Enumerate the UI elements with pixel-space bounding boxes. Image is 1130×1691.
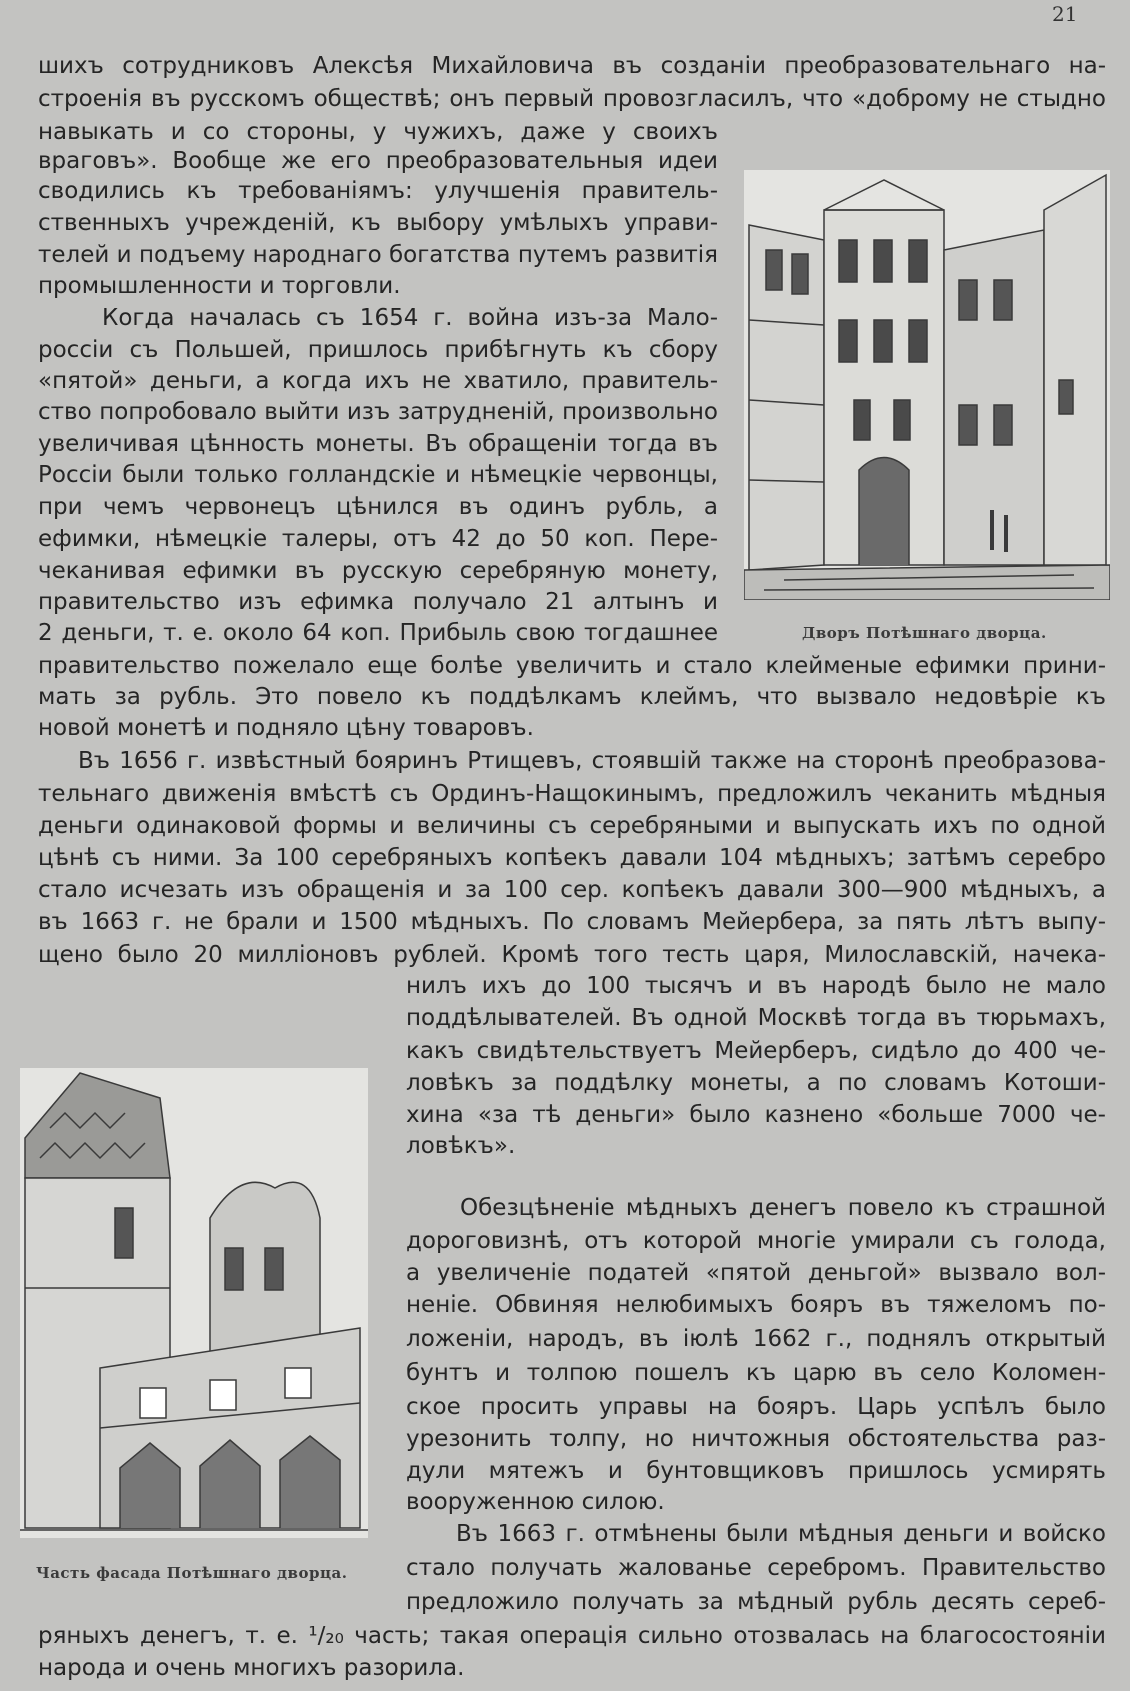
text-line: новой монетѣ и подняло цѣну товаровъ. xyxy=(38,715,534,741)
text-line: стало исчезать изъ обращенія и за 100 сер. копѣекъ давали 300—900 мѣдныхъ, а xyxy=(38,877,1106,903)
text-line: Въ 1656 г. извѣстный бояринъ Ртищевъ, стоявшій также на сторонѣ преобразова- xyxy=(78,748,1106,774)
text-line: ское просить управы на бояръ. Царь успѣлъ было xyxy=(406,1394,1106,1420)
text-line: ряныхъ денегъ, т. е. ¹/₂₀ часть; такая операція сильно отозвалась на благосостояніи xyxy=(38,1623,1106,1649)
text-line: правительство изъ ефимка получало 21 алтынъ и xyxy=(38,589,718,615)
text-line: поддѣлывателей. Въ одной Москвѣ тогда въ тюрьмахъ, xyxy=(406,1005,1106,1031)
text-line: народа и очень многихъ разорила. xyxy=(38,1655,465,1681)
text-line: Россіи были только голландскіе и нѣмецкіе червонцы, xyxy=(38,462,718,488)
text-line: цѣнѣ съ ними. За 100 серебряныхъ копѣекъ давали 104 мѣдныхъ; затѣмъ серебро xyxy=(38,845,1106,871)
text-line: Въ 1663 г. отмѣнены были мѣдныя деньги и войско xyxy=(456,1521,1106,1547)
text-line: деньги одинаковой формы и величины съ серебряными и выпускать ихъ по одной xyxy=(38,813,1106,839)
text-line: враговъ». Вообще же его преобразовательныя идеи xyxy=(38,148,718,174)
text-line: въ 1663 г. не брали и 1500 мѣдныхъ. По словамъ Мейербера, за пять лѣтъ выпу- xyxy=(38,909,1106,935)
text-line: правительство пожелало еще болѣе увеличить и стало клейменые ефимки прини- xyxy=(38,653,1106,679)
facade-caption: Часть фасада Потѣшнаго дворца. xyxy=(36,1564,348,1582)
text-line: хина «за тѣ деньги» было казнено «больше 7000 че- xyxy=(406,1102,1106,1128)
courtyard-illustration xyxy=(744,170,1110,600)
text-line: ложеніи, народъ, въ іюлѣ 1662 г., поднялъ открытый xyxy=(406,1326,1106,1352)
text-line: дули мятежъ и бунтовщиковъ пришлось усмирять xyxy=(406,1458,1106,1484)
text-line: промышленности и торговли. xyxy=(38,273,401,299)
text-line: сводились къ требованіямъ: улучшенія правитель- xyxy=(38,178,718,204)
text-line: телей и подъему народнаго богатства путемъ развитія xyxy=(38,242,718,268)
text-line: щено было 20 милліоновъ рублей. Кромѣ того тесть царя, Милославскій, начека- xyxy=(38,942,1106,968)
text-line: мать за рубль. Это повело къ поддѣлкамъ клеймъ, что вызвало недовѣріе къ xyxy=(38,684,1106,710)
facade-illustration xyxy=(20,1068,368,1538)
text-line: ловѣкъ». xyxy=(406,1133,516,1159)
text-line: ство попробовало выйти изъ затрудненій, произвольно xyxy=(38,399,718,425)
text-line: ловѣкъ за поддѣлку монеты, а по словамъ Котоши- xyxy=(406,1070,1106,1096)
facade-drawing xyxy=(20,1068,368,1538)
text-line: дороговизнѣ, отъ которой многіе умирали съ голода, xyxy=(406,1228,1106,1254)
text-line: «пятой» деньги, а когда ихъ не хватило, правитель- xyxy=(38,368,718,394)
text-line: урезонить толпу, но ничтожныя обстоятельства раз- xyxy=(406,1426,1106,1452)
text-line: бунтъ и толпою пошелъ къ царю въ село Коломен- xyxy=(406,1360,1106,1386)
text-line: чеканивая ефимки въ русскую серебряную монету, xyxy=(38,558,718,584)
text-line: увеличивая цѣнность монеты. Въ обращеніи тогда въ xyxy=(38,431,718,457)
text-line: стало получать жалованье серебромъ. Правительство xyxy=(406,1555,1106,1581)
text-line: россіи съ Польшей, пришлось прибѣгнуть къ сбору xyxy=(38,337,718,363)
page-number: 21 xyxy=(1052,2,1078,26)
text-line: нилъ ихъ до 100 тысячъ и въ народѣ было не мало xyxy=(406,973,1106,999)
text-line: тельнаго движенія вмѣстѣ съ Ординъ-Нащокинымъ, предложилъ чеканить мѣдныя xyxy=(38,781,1106,807)
text-line: навыкать и со стороны, у чужихъ, даже у своихъ xyxy=(38,119,718,145)
text-line: какъ свидѣтельствуетъ Мейерберъ, сидѣло до 400 че- xyxy=(406,1038,1106,1064)
courtyard-drawing xyxy=(744,170,1110,600)
text-line: Когда началась съ 1654 г. война изъ-за Мало- xyxy=(102,305,718,331)
text-line: Обезцѣненіе мѣдныхъ денегъ повело къ страшной xyxy=(460,1195,1106,1221)
text-line: 2 деньги, т. е. около 64 коп. Прибыль свою тогдашнее xyxy=(38,620,718,646)
courtyard-caption: Дворъ Потѣшнаго дворца. xyxy=(802,624,1047,642)
text-line: ефимки, нѣмецкіе талеры, отъ 42 до 50 коп. Пере- xyxy=(38,526,718,552)
text-line: ственныхъ учрежденій, къ выбору умѣлыхъ управи- xyxy=(38,210,718,236)
text-line: предложило получать за мѣдный рубль десять сереб- xyxy=(406,1589,1106,1615)
text-line: при чемъ червонецъ цѣнился въ одинъ рубль, а xyxy=(38,494,718,520)
text-line: шихъ сотрудниковъ Алексѣя Михайловича въ созданіи преобразовательнаго на- xyxy=(38,53,1106,79)
text-line: неніе. Обвиняя нелюбимыхъ бояръ въ тяжеломъ по- xyxy=(406,1292,1106,1318)
text-line: а увеличеніе податей «пятой деньгой» вызвало вол- xyxy=(406,1260,1106,1286)
text-line: строенія въ русскомъ обществѣ; онъ первый провозгласилъ, что «доброму не стыдно xyxy=(38,86,1106,112)
text-line: вооруженною силою. xyxy=(406,1489,665,1515)
